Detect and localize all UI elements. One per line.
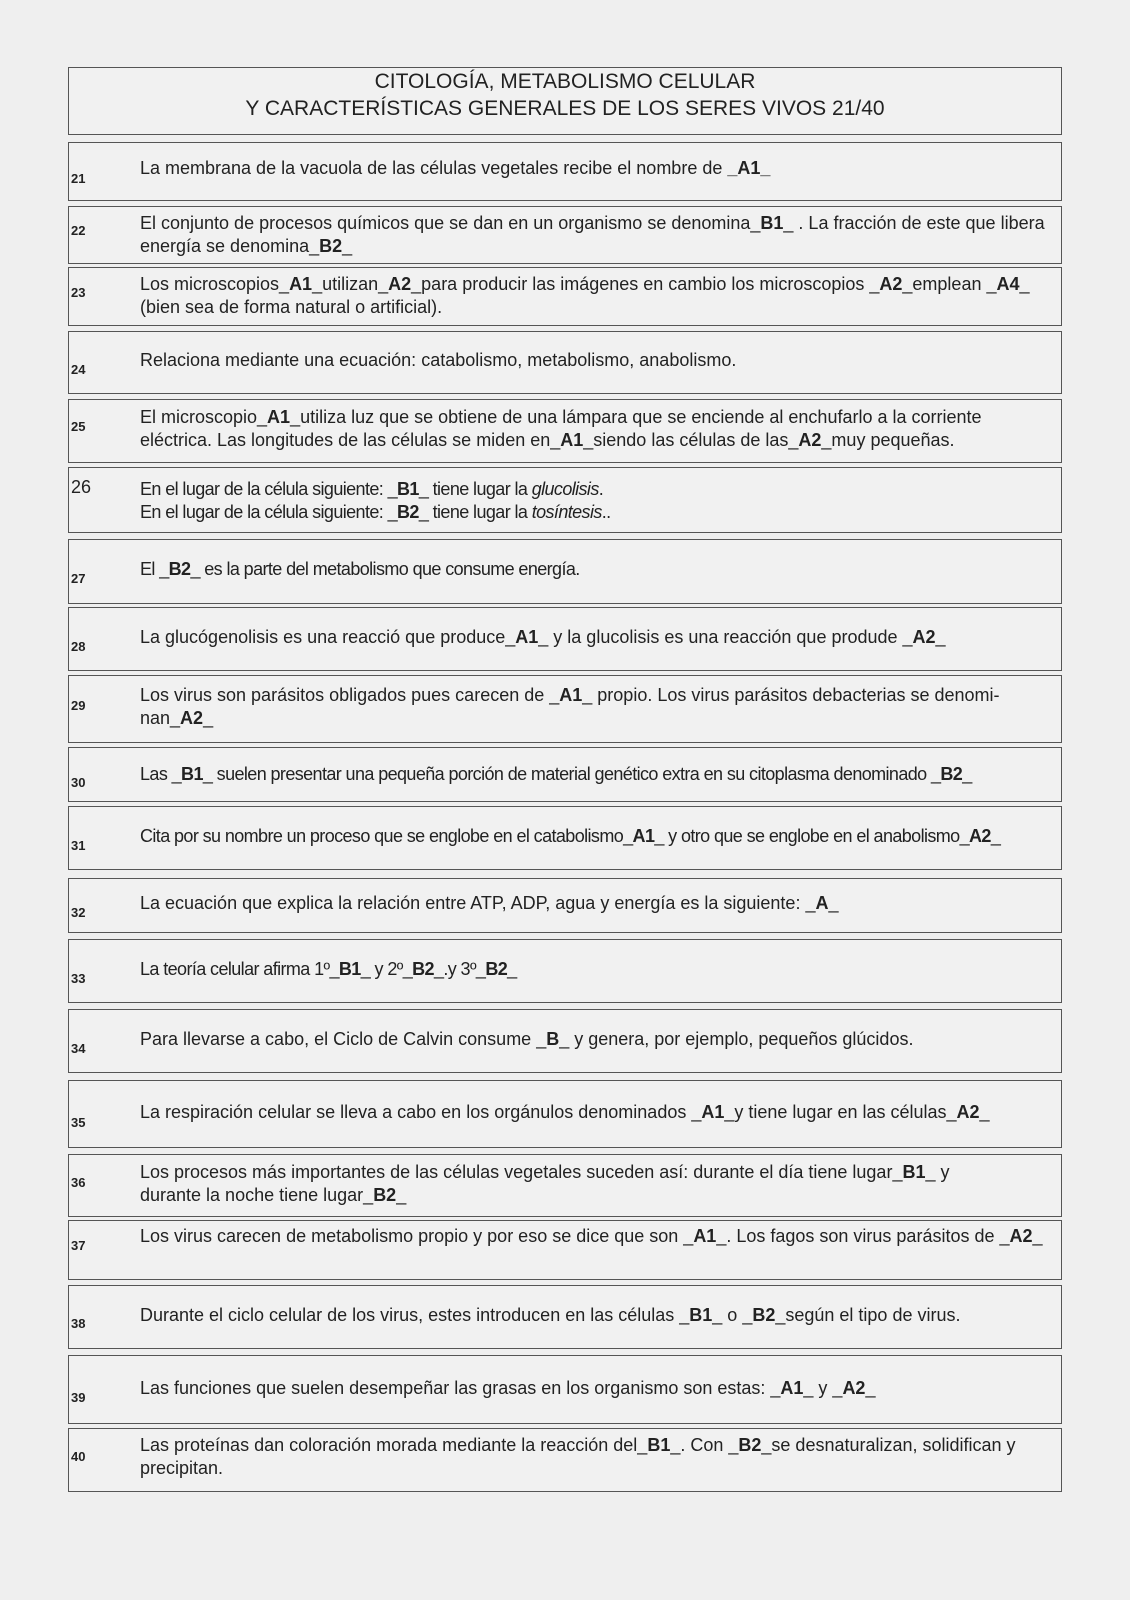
answer-blank: A2 — [842, 1378, 866, 1398]
question-fragment: _ — [828, 893, 839, 913]
question-fragment: _ y — [925, 1162, 950, 1182]
question-fragment: Relaciona mediante una ecuación: catabolismo, metabolismo, anabolismo. — [140, 350, 737, 370]
question-number: 23 — [71, 285, 86, 300]
question-row — [68, 1009, 1062, 1073]
answer-blank: A1 — [701, 1102, 725, 1122]
question-fragment: _ — [1032, 1226, 1043, 1246]
question-fragment: _ — [203, 708, 214, 728]
question-row — [68, 399, 1062, 463]
question-fragment: _ suelen presentar una pequeña porción de material genético extra en su citoplasma denominado _ — [202, 764, 941, 784]
question-text — [140, 157, 1055, 180]
title-box — [68, 67, 1062, 135]
question-text — [140, 273, 1055, 319]
question-row — [68, 331, 1062, 394]
answer-blank: B2 — [940, 764, 963, 784]
question-fragment: La ecuación que explica la relación entre ATP, ADP, agua y energía es la siguiente: _ — [140, 893, 816, 913]
answer-blank: A2 — [912, 627, 936, 647]
question-fragment: Las _ — [140, 764, 182, 784]
question-row — [68, 206, 1062, 264]
question-fragment: _se desnaturalizan, solidifican y precipitan. — [140, 1435, 1016, 1478]
answer-blank: B2 — [485, 959, 508, 979]
italic-term: glucolisis — [531, 479, 599, 499]
question-number: 32 — [71, 905, 86, 920]
question-row — [68, 1285, 1062, 1349]
answer-blank: B2 — [412, 959, 434, 979]
question-text — [140, 958, 1055, 981]
question-row — [68, 878, 1062, 933]
question-fragment: _ — [865, 1378, 876, 1398]
question-number: 29 — [71, 698, 86, 713]
answer-blank: B1 — [760, 213, 784, 233]
question-number: 26 — [71, 477, 92, 497]
question-fragment: _y tiene lugar en las células_ — [724, 1102, 957, 1122]
answer-blank: A4 — [996, 274, 1020, 294]
question-number: 31 — [71, 838, 86, 853]
question-fragment: durante la noche tiene lugar_ — [140, 1185, 374, 1205]
question-text — [140, 406, 1055, 452]
question-text — [140, 1028, 1055, 1051]
question-number: 27 — [71, 571, 86, 586]
question-fragment: Durante el ciclo celular de los virus, estes introducen en las células _ — [140, 1305, 690, 1325]
question-fragment: _ — [342, 236, 353, 256]
question-number: 37 — [71, 1238, 86, 1253]
question-text — [140, 1304, 1055, 1327]
question-fragment: _ — [962, 764, 972, 784]
question-row — [68, 607, 1062, 671]
answer-blank: A1 — [559, 685, 583, 705]
question-fragment: _siendo las células de las_ — [583, 430, 799, 450]
question-fragment: _ y genera, por ejemplo, pequeños glúcidos. — [559, 1029, 914, 1049]
question-fragment: Los microscopios_ — [140, 274, 290, 294]
question-row — [68, 1428, 1062, 1492]
answer-blank: B2 — [168, 559, 191, 579]
question-number: 30 — [71, 775, 86, 790]
answer-blank: A2 — [180, 708, 204, 728]
question-row — [68, 142, 1062, 201]
question-fragment: Cita por su nombre un proceso que se englobe en el catabolismo_ — [140, 826, 633, 846]
question-number: 38 — [71, 1316, 86, 1331]
question-row — [68, 267, 1062, 326]
question-text — [140, 478, 1055, 524]
question-fragment: _emplean _ — [902, 274, 997, 294]
answer-blank: B2 — [738, 1435, 762, 1455]
question-row — [68, 675, 1062, 743]
answer-blank: A2 — [879, 274, 903, 294]
question-number: 25 — [71, 419, 86, 434]
question-fragment: _. Con _ — [670, 1435, 739, 1455]
question-fragment: _según el tipo de virus. — [775, 1305, 961, 1325]
question-text — [140, 212, 1055, 258]
question-fragment: En el lugar de la célula siguiente: _ — [140, 479, 397, 499]
question-text — [140, 1377, 1055, 1400]
question-row — [68, 1355, 1062, 1424]
question-row — [68, 939, 1062, 1003]
question-fragment: _. Los fagos son virus parásitos de _ — [716, 1226, 1010, 1246]
question-number: 21 — [71, 171, 86, 186]
answer-blank: B1 — [181, 764, 203, 784]
question-number: 28 — [71, 639, 86, 654]
question-number: 24 — [71, 362, 86, 377]
question-fragment: La teoría celular afirma 1º_ — [140, 959, 339, 979]
question-text — [140, 1434, 1055, 1480]
question-fragment: Los virus carecen de metabolismo propio y por eso se dice que son _ — [140, 1226, 694, 1246]
question-fragment: nan_ — [140, 708, 181, 728]
question-fragment: Para llevarse a cabo, el Ciclo de Calvin consume _ — [140, 1029, 547, 1049]
question-text — [140, 763, 1055, 786]
question-fragment: _utiliza luz que se obtiene de una lámpara que se enciende al enchufarlo a la corriente eléctrica. Las longitudes de las células se miden en_ — [140, 407, 982, 450]
question-text — [140, 825, 1055, 848]
question-text — [140, 1225, 1055, 1248]
question-fragment: _ . La fracción de este que libera energía se denomina_ — [140, 213, 1045, 256]
question-number: 39 — [71, 1390, 86, 1405]
question-text — [140, 1101, 1055, 1124]
answer-blank: A1 — [267, 407, 291, 427]
answer-blank: A1 — [693, 1226, 717, 1246]
answer-blank: A1 — [289, 274, 313, 294]
question-row — [68, 539, 1062, 604]
question-fragment: El _ — [140, 559, 169, 579]
question-fragment: . — [598, 479, 604, 499]
question-fragment: La glucógenolisis es una reacció que produce_ — [140, 627, 516, 647]
question-fragment: _ tiene lugar la — [418, 479, 532, 499]
question-fragment: _ — [507, 959, 517, 979]
question-row — [68, 806, 1062, 870]
answer-blank: A1 — [515, 627, 539, 647]
question-fragment: _ y otro que se englobe en el anabolismo_ — [654, 826, 969, 846]
question-text — [140, 1161, 1055, 1207]
answer-blank: B2 — [397, 502, 419, 522]
answer-blank: A1 — [632, 826, 655, 846]
question-fragment: Los virus son parásitos obligados pues carecen de _ — [140, 685, 560, 705]
question-number: 35 — [71, 1115, 86, 1130]
question-fragment: La respiración celular se lleva a cabo en los orgánulos denominados _ — [140, 1102, 702, 1122]
answer-blank: B1 — [689, 1305, 713, 1325]
question-fragment: _ propio. Los virus parásitos debacterias se denomi- — [582, 685, 1000, 705]
answer-blank: A2 — [388, 274, 412, 294]
question-number: 34 — [71, 1041, 86, 1056]
answer-blank: A — [815, 893, 829, 913]
question-row — [68, 467, 1062, 533]
answer-blank: B — [546, 1029, 560, 1049]
question-row — [68, 747, 1062, 802]
question-fragment: _ y la glucolisis es una reacción que produde _ — [538, 627, 913, 647]
question-fragment: _ o _ — [712, 1305, 753, 1325]
answer-blank: B1 — [397, 479, 419, 499]
question-fragment: .. — [601, 502, 611, 522]
question-fragment: _ es la parte del metabolismo que consume energía. — [190, 559, 580, 579]
question-fragment: La membrana de la vacuola de las células vegetales recibe el nombre de — [140, 158, 728, 178]
question-fragment: _ — [990, 826, 1001, 846]
question-text — [140, 349, 1055, 372]
answer-blank: B1 — [338, 959, 361, 979]
question-text — [140, 892, 1055, 915]
question-fragment: Las proteínas dan coloración morada mediante la reacción del_ — [140, 1435, 648, 1455]
question-fragment: El microscopio_ — [140, 407, 268, 427]
question-fragment: En el lugar de la célula siguiente: _ — [140, 502, 397, 522]
question-fragment: _ y 2º_ — [360, 959, 413, 979]
question-fragment: Las funciones que suelen desempeñar las grasas en los organismo son estas: _ — [140, 1378, 781, 1398]
question-fragment: Los procesos más importantes de las células vegetales suceden así: durante el día tiene lugar_ — [140, 1162, 903, 1182]
answer-blank: _A1_ — [727, 158, 771, 178]
question-text — [140, 684, 1055, 730]
answer-blank: B1 — [902, 1162, 926, 1182]
question-row — [68, 1080, 1062, 1148]
question-number: 33 — [71, 971, 86, 986]
answer-blank: A2 — [956, 1102, 980, 1122]
question-row — [68, 1154, 1062, 1217]
question-fragment: _muy pequeñas. — [821, 430, 955, 450]
question-text — [140, 626, 1055, 649]
question-fragment: _ — [396, 1185, 407, 1205]
answer-blank: B2 — [752, 1305, 776, 1325]
answer-blank: A2 — [1009, 1226, 1033, 1246]
question-fragment: _ — [935, 627, 946, 647]
question-row — [68, 1220, 1062, 1280]
question-number: 36 — [71, 1175, 86, 1190]
answer-blank: B2 — [319, 236, 343, 256]
question-fragment: _.y 3º_ — [433, 959, 486, 979]
question-number: 40 — [71, 1449, 86, 1464]
answer-blank: A2 — [798, 430, 822, 450]
answer-blank: A2 — [969, 826, 991, 846]
question-fragment: El conjunto de procesos químicos que se dan en un organismo se denomina_ — [140, 213, 761, 233]
question-number: 22 — [71, 223, 86, 238]
question-fragment: _ — [979, 1102, 990, 1122]
question-text — [140, 558, 1055, 581]
italic-term: tosíntesis — [531, 502, 602, 522]
title-line-2: Y CARACTERÍSTICAS GENERALES DE LOS SERES VIVOS 21/40 — [245, 97, 885, 120]
question-fragment: _utilizan_ — [312, 274, 389, 294]
answer-blank: A1 — [780, 1378, 804, 1398]
question-fragment: _ tiene lugar la — [418, 502, 532, 522]
question-fragment: _para producir las imágenes en cambio los microscopios _ — [411, 274, 880, 294]
question-fragment: _ (bien sea de forma natural o artificial). — [140, 274, 1030, 317]
title-line-1: CITOLOGÍA, METABOLISMO CELULAR — [374, 70, 756, 93]
question-fragment: _ y _ — [803, 1378, 843, 1398]
answer-blank: A1 — [560, 430, 584, 450]
answer-blank: B2 — [373, 1185, 397, 1205]
answer-blank: B1 — [647, 1435, 671, 1455]
